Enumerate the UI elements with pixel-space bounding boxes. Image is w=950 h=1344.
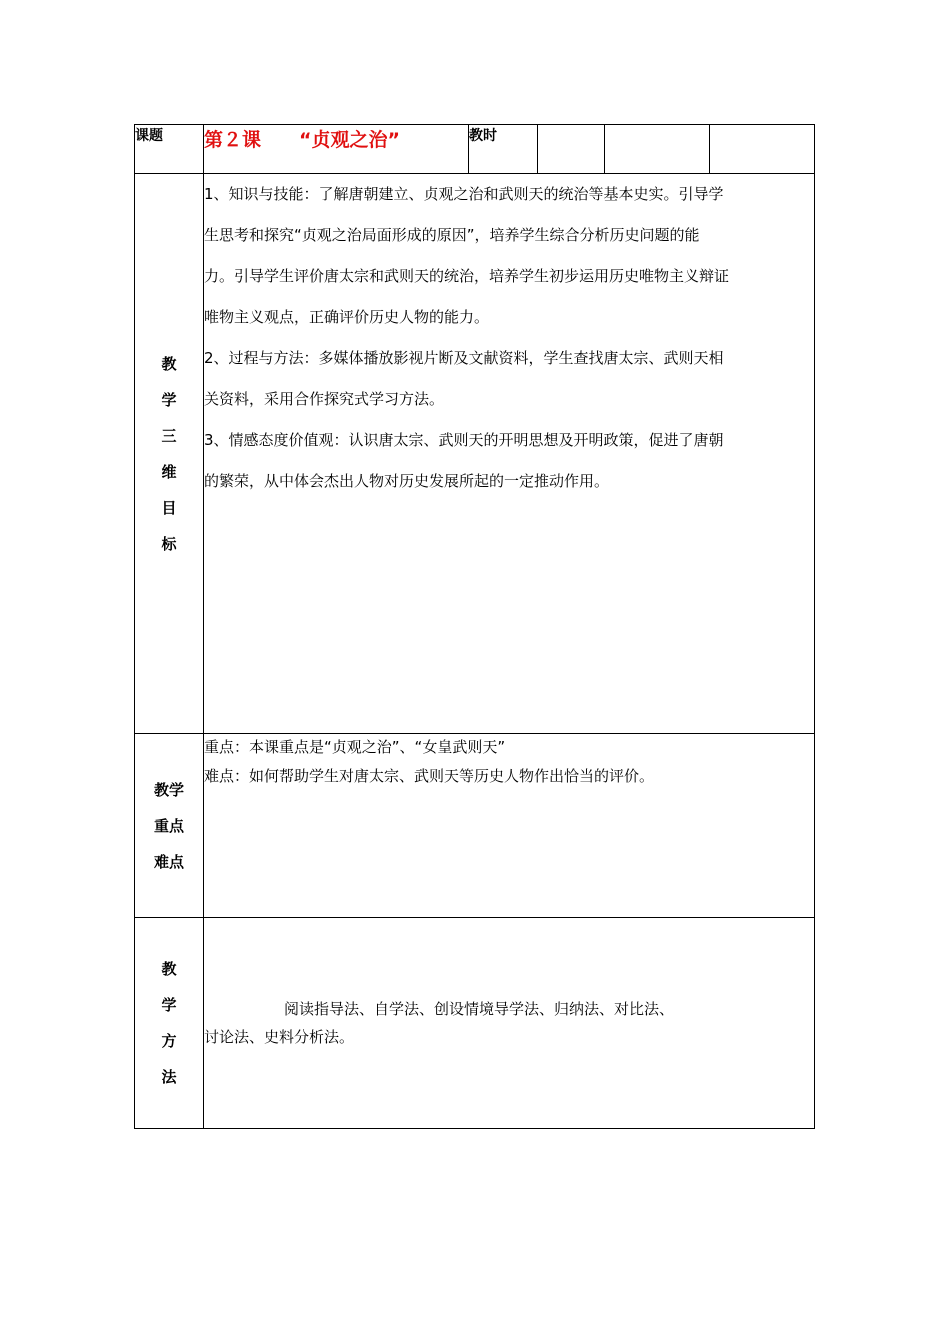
objectives-label-char: 目 [161,498,177,517]
focus-content [204,734,815,918]
focus-row [135,734,815,918]
lesson-plan-table [134,124,815,1129]
focus-label-line: 难点 [153,852,184,871]
objectives-line: 关资料，采用合作探究式学习方法。 [204,390,445,408]
objectives-label [135,174,204,734]
objectives-label-char: 学 [161,390,177,409]
difficulty: 难点：如何帮助学生对唐太宗、武则天等历史人物作出恰当的评价。 [204,767,655,785]
lesson-title: 第２课 “贞观之治” [204,125,469,174]
objectives-line: 的繁荣，从中体会杰出人物对历史发展所起的一定推动作用。 [204,472,610,490]
period-cell-3 [710,125,815,174]
objectives-label-char: 三 [161,426,177,445]
methods-label-char: 学 [161,996,177,1014]
objectives-line: 力。引导学生评价唐太宗和武则天的统治，培养学生初步运用历史唯物主义辩证 [204,267,730,285]
key-point: 重点：本课重点是“贞观之治”、“女皇武则天” [204,738,506,756]
methods-label-char: 方 [161,1032,177,1050]
focus-label [135,734,204,918]
objectives-label-char: 教 [161,354,177,373]
methods-label [135,918,204,1129]
objectives-line: 3、情感态度价值观：认识唐太宗、武则天的开明思想及开明政策，促进了唐朝 [204,431,724,449]
objectives-content [204,174,815,734]
methods-row [135,918,815,1129]
methods-content [204,918,815,1129]
methods-label-char: 教 [161,960,177,978]
objectives-label-char: 标 [161,534,177,553]
header-row [135,125,815,174]
objectives-line: 1、知识与技能：了解唐朝建立、贞观之治和武则天的统治等基本史实。引导学 [204,185,724,203]
focus-label-line: 重点 [153,816,184,835]
objectives-line: 生思考和探究“贞观之治局面形成的原因”，培养学生综合分析历史问题的能 [204,226,700,244]
methods-label-char: 法 [161,1068,177,1086]
methods-line-1: 阅读指导法、自学法、创设情境导学法、归纳法、对比法、 [284,1000,675,1018]
focus-label-line: 教学 [153,780,184,799]
objectives-line: 2、过程与方法：多媒体播放影视片断及文献资料，学生查找唐太宗、武则天相 [204,349,724,367]
period-cell-2 [605,125,710,174]
objectives-line: 唯物主义观点，正确评价历史人物的能力。 [204,308,490,326]
methods-line-2: 讨论法、史料分析法。 [204,1028,355,1046]
topic-label: 课题 [135,125,204,174]
objectives-label-char: 维 [161,462,177,481]
period-cell-1 [538,125,605,174]
period-label: 教时 [469,125,538,174]
objectives-row [135,174,815,734]
